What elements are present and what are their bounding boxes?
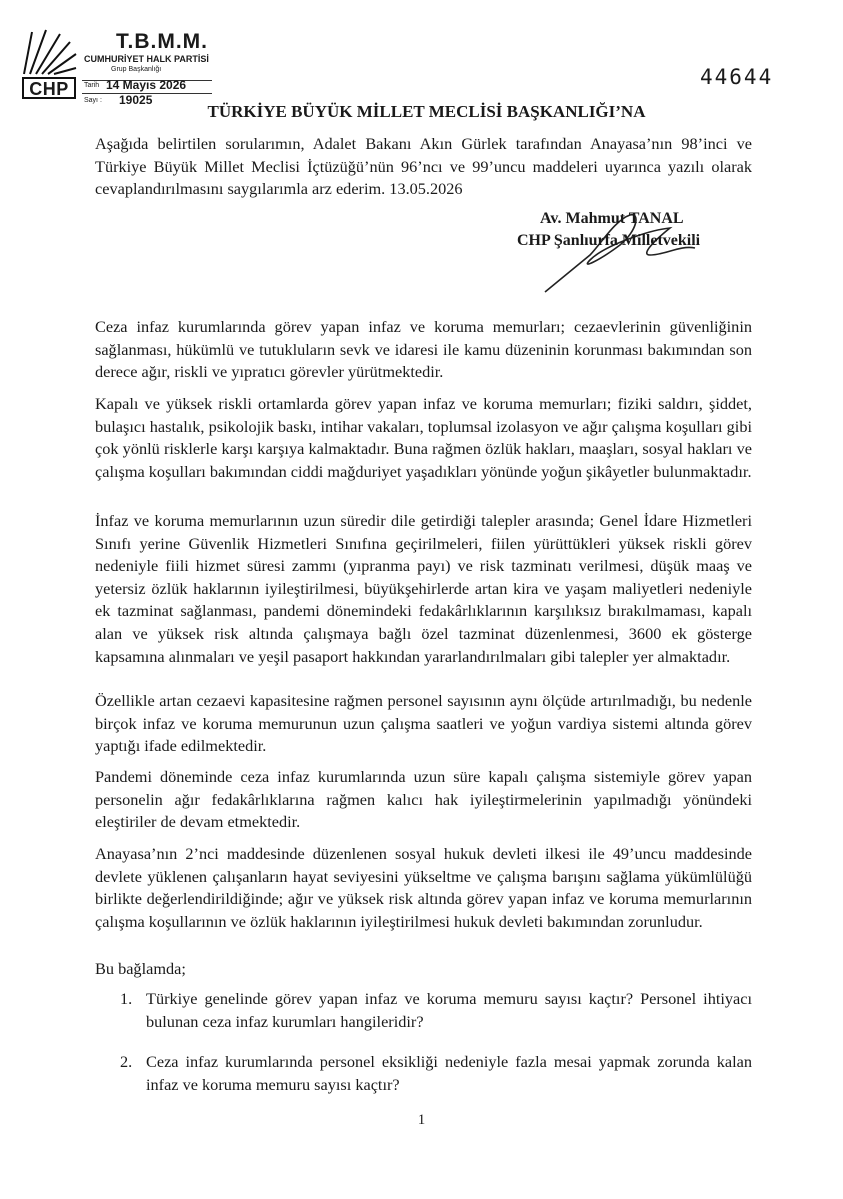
group-name: Grup Başkanlığı xyxy=(111,66,162,73)
body-paragraph: Kapalı ve yüksek riskli ortamlarda görev yapan infaz ve koruma memurları; fiziki saldırı, şiddet, bulaşıcı hastalık, psikolojik baskı, intihar vakaları, toplumsal izolasyon ve ağır çalışma koşulları gibi çok yönlü risklerle karşı karşıya kalmaktadır. Buna rağmen özlük hakları, maaşları, sosyal hakları ve çalışma koşulları bakımından ciddi mağduriyet yaşadıkları yönünde yoğun şikâyetler bulunmaktadır. xyxy=(95,394,752,481)
question-number: 2. xyxy=(120,1052,133,1071)
page-title: TÜRKİYE BÜYÜK MİLLET MECLİSİ BAŞKANLIĞI’NA xyxy=(207,102,646,121)
party-name: CUMHURİYET HALK PARTİSİ xyxy=(84,54,209,64)
page-number: 1 xyxy=(417,1112,426,1128)
question-number: 1. xyxy=(120,989,133,1008)
context-paragraph: Bu bağlamda; xyxy=(95,959,186,978)
body-paragraph: Ceza infaz kurumlarında görev yapan infaz ve koruma memurları; cezaevlerinin güvenliğinin sağlanması, hükümlü ve tutukluların sevk ve idaresi ile kamu düzeninin korunması bakımından son derece ağır, riskli ve yıpratıcı görevler yürütmektedir. xyxy=(95,317,752,382)
body-paragraph: Anayasa’nın 2’nci maddesinde düzenlenen sosyal hukuk devleti ilkesi ile 49’uncu maddesinde devlete yüklenen çalışanların hayat seviyesini yükseltme ve çalışma barışını sağlama yükümlülüğü birlikte değerlendirildiğinde; ağır ve yüksek risk altında görev yapan infaz ve koruma memurlarının çalışma koşullarının ve özlük haklarının iyileştirilmesi hukuk devleti bakımından zorunludur. xyxy=(95,844,752,931)
date-value: 14 Mayıs 2026 xyxy=(106,78,187,92)
institution-name: T.B.M.M. xyxy=(116,30,208,53)
date-label: Tarih xyxy=(84,82,100,89)
chp-logo-rays-icon xyxy=(20,24,78,80)
chp-logo xyxy=(20,24,78,100)
question-text: Ceza infaz kurumlarında personel eksikliği nedeniyle fazla mesai yapmak zorunda kalan infaz ve koruma memuru sayısı kaçtır? xyxy=(146,1052,752,1094)
question-text: Türkiye genelinde görev yapan infaz ve koruma memuru sayısı kaçtır? Personel ihtiyacı bulunan ceza infaz kurumları hangileridir? xyxy=(146,989,752,1031)
signature-title: CHP Şanlıurfa Milletvekili xyxy=(517,232,701,249)
body-paragraph: İnfaz ve koruma memurlarının uzun süredir dile getirdiği talepler arasında; Genel İdare Hizmetleri Sınıfı yerine Güvenlik Hizmetleri Sınıfına geçirilmeleri, fiilen yürüttükleri yüksek riskli görev nedeniyle fiili hizmet süresi zammı (yıpranma payı) ve risk tazminatı verilmesi, düşük maaş ve yetersiz özlük haklarının iyileştirilmesi, büyükşehirlerde artan kira ve yaşam maliyetleri nedeniyle ek tazminat sağlanması, pandemi dönemindeki fedakârlıklarının karşılıksız bırakılmaması, kapalı alan ve yüksek risk altında çalışmaya bağlı özel tazminat düzenlenmesi, 3600 ek gösterge kapsamına alınmaları ve yeşil pasaport hakkından yararlandırılmaları gibi talepler yer almaktadır. xyxy=(95,511,752,666)
question-item xyxy=(120,988,752,1033)
body-paragraph: Pandemi döneminde ceza infaz kurumlarında uzun süre kapalı çalışma sistemiyle görev yapan personelin ağır fedakârlıklarına rağmen kalıcı hak iyileştirmelerinin yapılmadığı yönündeki eleştiriler de devam etmektedir. xyxy=(95,767,752,832)
document-number: 44644 xyxy=(700,65,774,89)
number-value: 19025 xyxy=(119,93,153,107)
signature-name: Av. Mahmut TANAL xyxy=(540,210,684,227)
chp-logo-label: CHP xyxy=(22,77,76,99)
question-item xyxy=(120,1051,752,1096)
intro-paragraph: Aşağıda belirtilen sorularımın, Adalet Bakanı Akın Gürlek tarafından Anayasa’nın 98’inci ve Türkiye Büyük Millet Meclisi İçtüzüğü’nün 96’ncı ve 99’uncu maddeleri uyarınca yazılı olarak cevaplandırılmasını saygılarımla arz ederim. 13.05.2026 xyxy=(95,134,752,199)
body-paragraph: Özellikle artan cezaevi kapasitesine rağmen personel sayısının aynı ölçüde artırılmadığı, bu nedenle birçok infaz ve koruma memurunun uzun çalışma saatleri ve yoğun vardiya sistemi altında görev yaptığı ifade edilmektedir. xyxy=(95,691,752,756)
number-label: Sayı : xyxy=(84,97,102,104)
